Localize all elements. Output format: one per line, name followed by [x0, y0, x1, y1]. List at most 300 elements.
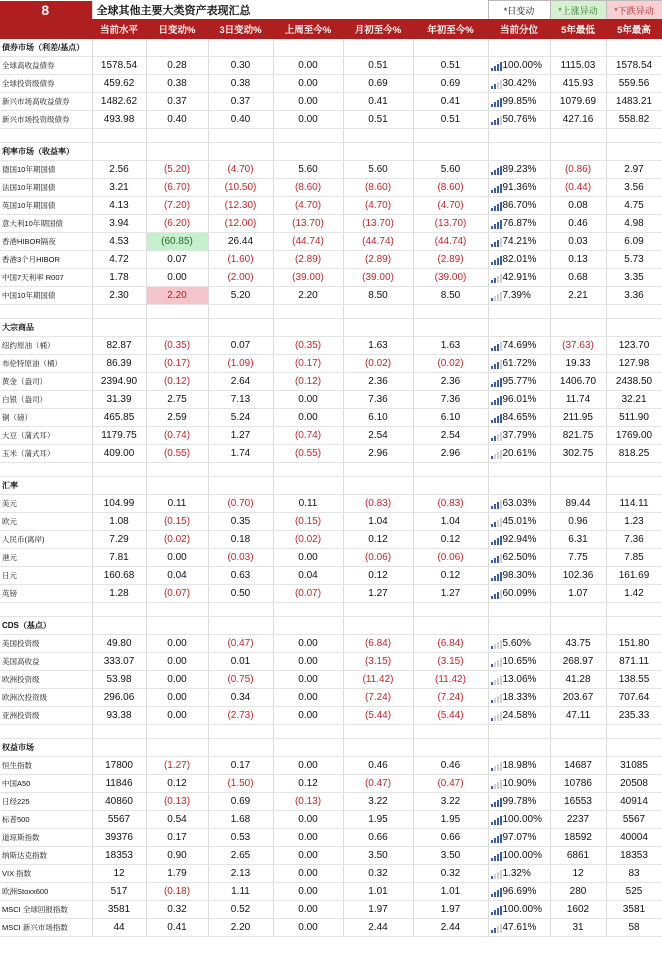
value-cell — [488, 75, 550, 93]
value-cell: 151.80 — [606, 635, 662, 653]
value-cell: 127.98 — [606, 355, 662, 373]
value-cell: 0.41 — [343, 93, 413, 111]
value-cell: 1483.21 — [606, 93, 662, 111]
empty-cell — [273, 305, 343, 319]
value-cell: 6.31 — [550, 531, 606, 549]
empty-cell — [146, 603, 208, 617]
value-cell: (0.12) — [273, 373, 343, 391]
value-cell: 5.60 — [343, 161, 413, 179]
value-cell: 0.00 — [146, 549, 208, 567]
value-cell: 41.28 — [550, 671, 606, 689]
value-cell: 83 — [606, 865, 662, 883]
percentile-value: 89.23% — [502, 164, 537, 175]
value-cell: 40860 — [92, 793, 146, 811]
value-cell: 2.20 — [146, 287, 208, 305]
table-row — [0, 567, 662, 585]
row-label: 亚洲投资级 — [0, 707, 92, 725]
value-cell: 0.46 — [413, 757, 488, 775]
value-cell: 2.20 — [273, 287, 343, 305]
value-cell: 49.80 — [92, 635, 146, 653]
value-cell: 16553 — [550, 793, 606, 811]
column-header: 5年最高 — [606, 20, 662, 39]
empty-cell — [343, 39, 413, 57]
signal-bars-icon — [491, 676, 502, 685]
signal-bars-icon — [491, 220, 502, 229]
signal-bars-icon — [491, 888, 502, 897]
percentile-value: 24.58% — [502, 710, 537, 721]
value-cell: 235.33 — [606, 707, 662, 725]
value-cell: 12 — [92, 865, 146, 883]
table-row — [0, 111, 662, 129]
table-row — [0, 445, 662, 463]
value-cell: 0.00 — [273, 57, 343, 75]
percentile-value: 100.00% — [502, 814, 542, 825]
percentile-value: 30.42% — [502, 78, 537, 89]
value-cell — [488, 671, 550, 689]
row-label: 欧洲次投资级 — [0, 689, 92, 707]
section-gap — [0, 129, 662, 143]
value-cell — [488, 847, 550, 865]
value-cell: (4.70) — [413, 197, 488, 215]
value-cell: 0.07 — [208, 337, 273, 355]
value-cell: 1.79 — [146, 865, 208, 883]
value-cell: 1406.70 — [550, 373, 606, 391]
value-cell: 493.98 — [92, 111, 146, 129]
value-cell: 2.21 — [550, 287, 606, 305]
empty-cell — [413, 39, 488, 57]
percentile-value: 98.30% — [502, 570, 537, 581]
table-row — [0, 57, 662, 75]
empty-cell — [208, 143, 273, 161]
value-cell: 0.69 — [413, 75, 488, 93]
empty-cell — [146, 305, 208, 319]
empty-cell — [488, 725, 550, 739]
table-row — [0, 495, 662, 513]
value-cell: (0.74) — [146, 427, 208, 445]
value-cell: (1.09) — [208, 355, 273, 373]
value-cell: 6.10 — [413, 409, 488, 427]
value-cell — [488, 111, 550, 129]
value-cell: 3.50 — [413, 847, 488, 865]
value-cell: 93.38 — [92, 707, 146, 725]
empty-cell — [343, 319, 413, 337]
value-cell: 0.51 — [413, 111, 488, 129]
row-label: 大豆（蒲式耳） — [0, 427, 92, 445]
value-cell: 0.69 — [343, 75, 413, 93]
signal-bars-icon — [491, 924, 502, 933]
value-cell: (12.00) — [208, 215, 273, 233]
value-cell: 4.72 — [92, 251, 146, 269]
value-cell: 40004 — [606, 829, 662, 847]
empty-cell — [146, 463, 208, 477]
value-cell: 302.75 — [550, 445, 606, 463]
value-cell: 0.03 — [550, 233, 606, 251]
value-cell: (5.44) — [413, 707, 488, 725]
percentile-value: 74.69% — [502, 340, 537, 351]
signal-bars-icon — [491, 816, 502, 825]
value-cell: 1115.03 — [550, 57, 606, 75]
signal-bars-icon — [491, 694, 502, 703]
value-cell: 1.04 — [343, 513, 413, 531]
value-cell — [488, 585, 550, 603]
value-cell: 1.42 — [606, 585, 662, 603]
value-cell: 0.00 — [273, 865, 343, 883]
empty-cell — [208, 617, 273, 635]
value-cell: 0.51 — [343, 57, 413, 75]
table-row — [0, 391, 662, 409]
title-row — [0, 1, 662, 20]
empty-cell — [413, 617, 488, 635]
value-cell: 32.21 — [606, 391, 662, 409]
empty-cell — [413, 129, 488, 143]
value-cell: (7.20) — [146, 197, 208, 215]
section-header-row — [0, 739, 662, 757]
value-cell: (4.70) — [208, 161, 273, 179]
value-cell — [488, 495, 550, 513]
value-cell: 0.00 — [146, 689, 208, 707]
value-cell: 0.00 — [273, 653, 343, 671]
row-label: VIX 指数 — [0, 865, 92, 883]
empty-cell — [208, 319, 273, 337]
value-cell: 0.90 — [146, 847, 208, 865]
signal-bars-icon — [491, 658, 502, 667]
row-label: 香港3个月HIBOR — [0, 251, 92, 269]
table-row — [0, 549, 662, 567]
empty-cell — [273, 603, 343, 617]
table-row — [0, 865, 662, 883]
row-label: 意大利10年期国债 — [0, 215, 92, 233]
section-title: 利率市场（收益率） — [0, 143, 92, 161]
value-cell: 268.97 — [550, 653, 606, 671]
value-cell: 0.46 — [343, 757, 413, 775]
empty-cell — [92, 603, 146, 617]
value-cell: 4.53 — [92, 233, 146, 251]
value-cell: 5567 — [606, 811, 662, 829]
value-cell: 821.75 — [550, 427, 606, 445]
percentile-value: 92.94% — [502, 534, 537, 545]
legend-down: *下跌异动 — [606, 1, 662, 20]
value-cell — [488, 793, 550, 811]
empty-cell — [488, 739, 550, 757]
empty-cell — [413, 143, 488, 161]
empty-cell — [208, 725, 273, 739]
row-label: 德国10年期国债 — [0, 161, 92, 179]
value-cell: 203.67 — [550, 689, 606, 707]
value-cell: 3.50 — [343, 847, 413, 865]
column-header-row — [0, 20, 662, 39]
percentile-value: 82.01% — [502, 254, 537, 265]
empty-cell — [550, 463, 606, 477]
value-cell — [488, 531, 550, 549]
value-cell: 0.37 — [208, 93, 273, 111]
row-label: 欧元 — [0, 513, 92, 531]
value-cell: 1.04 — [413, 513, 488, 531]
percentile-value: 47.61% — [502, 922, 537, 933]
value-cell — [488, 883, 550, 901]
empty-cell — [413, 463, 488, 477]
value-cell: 0.54 — [146, 811, 208, 829]
signal-bars-icon — [491, 238, 502, 247]
value-cell: (7.24) — [343, 689, 413, 707]
value-cell: 0.00 — [146, 671, 208, 689]
table-row — [0, 689, 662, 707]
value-cell: (0.13) — [146, 793, 208, 811]
section-title: 债券市场（利差/基点） — [0, 39, 92, 57]
empty-cell — [208, 603, 273, 617]
value-cell — [488, 865, 550, 883]
value-cell — [488, 93, 550, 111]
value-cell: (2.00) — [208, 269, 273, 287]
empty-cell — [208, 463, 273, 477]
signal-bars-icon — [491, 98, 502, 107]
table-row — [0, 251, 662, 269]
empty-cell — [208, 39, 273, 57]
row-label: 欧洲投资级 — [0, 671, 92, 689]
value-cell: (44.74) — [413, 233, 488, 251]
value-cell: 0.00 — [273, 75, 343, 93]
value-cell: 7.85 — [606, 549, 662, 567]
value-cell: 43.75 — [550, 635, 606, 653]
percentile-value: 50.76% — [502, 114, 537, 125]
column-header: 当前水平 — [92, 20, 146, 39]
value-cell: (0.83) — [343, 495, 413, 513]
value-cell: 0.08 — [550, 197, 606, 215]
empty-cell — [0, 129, 92, 143]
value-cell: (0.03) — [208, 549, 273, 567]
value-cell — [488, 549, 550, 567]
signal-bars-icon — [491, 166, 502, 175]
empty-cell — [92, 143, 146, 161]
value-cell: 44 — [92, 919, 146, 937]
section-title: 权益市场 — [0, 739, 92, 757]
value-cell: 10786 — [550, 775, 606, 793]
value-cell: 7.36 — [343, 391, 413, 409]
empty-cell — [413, 477, 488, 495]
value-cell: 0.00 — [273, 847, 343, 865]
value-cell: 707.64 — [606, 689, 662, 707]
value-cell: (0.35) — [273, 337, 343, 355]
percentile-value: 100.00% — [502, 850, 542, 861]
empty-cell — [550, 129, 606, 143]
value-cell: 7.36 — [606, 531, 662, 549]
value-cell: 3.36 — [606, 287, 662, 305]
column-header: 3日变动% — [208, 20, 273, 39]
empty-cell — [343, 129, 413, 143]
percentile-value: 84.65% — [502, 412, 537, 423]
value-cell: 5.60 — [273, 161, 343, 179]
empty-cell — [413, 305, 488, 319]
empty-cell — [92, 129, 146, 143]
value-cell: 818.25 — [606, 445, 662, 463]
empty-cell — [606, 603, 662, 617]
row-label: 新兴市场投资级债券 — [0, 111, 92, 129]
value-cell: 11.74 — [550, 391, 606, 409]
value-cell — [488, 251, 550, 269]
value-cell: 26.44 — [208, 233, 273, 251]
table-row — [0, 75, 662, 93]
percentile-value: 13.06% — [502, 674, 537, 685]
signal-bars-icon — [491, 590, 502, 599]
percentile-value: 62.50% — [502, 552, 537, 563]
percentile-value: 76.87% — [502, 218, 537, 229]
value-cell: 138.55 — [606, 671, 662, 689]
value-cell: 0.11 — [273, 495, 343, 513]
empty-cell — [343, 603, 413, 617]
column-header: 年初至今% — [413, 20, 488, 39]
row-label: 人民币(离岸) — [0, 531, 92, 549]
value-cell: 0.41 — [413, 93, 488, 111]
value-cell: 17800 — [92, 757, 146, 775]
value-cell — [488, 757, 550, 775]
value-cell: 1602 — [550, 901, 606, 919]
row-label: 标普500 — [0, 811, 92, 829]
value-cell: 3.22 — [343, 793, 413, 811]
value-cell: (0.47) — [343, 775, 413, 793]
empty-cell — [606, 143, 662, 161]
value-cell: (1.50) — [208, 775, 273, 793]
value-cell: 2.44 — [343, 919, 413, 937]
value-cell — [488, 409, 550, 427]
value-cell: (0.47) — [413, 775, 488, 793]
signal-bars-icon — [491, 80, 502, 89]
empty-cell — [550, 319, 606, 337]
percentile-value: 61.72% — [502, 358, 537, 369]
empty-cell — [488, 129, 550, 143]
percentile-value: 96.69% — [502, 886, 537, 897]
value-cell: 2.44 — [413, 919, 488, 937]
value-cell: (12.30) — [208, 197, 273, 215]
value-cell: 114.11 — [606, 495, 662, 513]
empty-cell — [273, 739, 343, 757]
empty-cell — [606, 319, 662, 337]
value-cell — [488, 445, 550, 463]
percentile-value: 10.65% — [502, 656, 537, 667]
section-title: CDS（基点） — [0, 617, 92, 635]
value-cell: 0.12 — [273, 775, 343, 793]
value-cell: 14687 — [550, 757, 606, 775]
value-cell: 86.39 — [92, 355, 146, 373]
value-cell: 0.38 — [208, 75, 273, 93]
value-cell: (39.00) — [273, 269, 343, 287]
value-cell: (1.27) — [146, 757, 208, 775]
value-cell: 0.35 — [208, 513, 273, 531]
value-cell: 1.08 — [92, 513, 146, 531]
signal-bars-icon — [491, 870, 502, 879]
empty-cell — [606, 739, 662, 757]
row-label: 白银（盎司） — [0, 391, 92, 409]
empty-cell — [550, 725, 606, 739]
value-cell — [488, 513, 550, 531]
value-cell: 1.27 — [343, 585, 413, 603]
value-cell: 427.16 — [550, 111, 606, 129]
value-cell: 3581 — [92, 901, 146, 919]
value-cell — [488, 653, 550, 671]
row-label: 美元 — [0, 495, 92, 513]
value-cell: 2.36 — [413, 373, 488, 391]
empty-cell — [606, 305, 662, 319]
empty-cell — [208, 739, 273, 757]
value-cell: 0.12 — [343, 531, 413, 549]
signal-bars-icon — [491, 432, 502, 441]
column-header: 5年最低 — [550, 20, 606, 39]
value-cell: (2.89) — [343, 251, 413, 269]
empty-cell — [606, 617, 662, 635]
percentile-value: 5.60% — [502, 638, 531, 649]
value-cell: (0.13) — [273, 793, 343, 811]
value-cell: 1079.69 — [550, 93, 606, 111]
value-cell: 7.36 — [413, 391, 488, 409]
empty-cell — [343, 477, 413, 495]
percentile-value: 100.00% — [502, 60, 542, 71]
value-cell: 0.53 — [208, 829, 273, 847]
value-cell: 1.63 — [343, 337, 413, 355]
value-cell: 2.20 — [208, 919, 273, 937]
value-cell: 102.36 — [550, 567, 606, 585]
value-cell: 7.81 — [92, 549, 146, 567]
empty-cell — [343, 305, 413, 319]
percentile-value: 99.78% — [502, 796, 537, 807]
empty-cell — [550, 617, 606, 635]
value-cell — [488, 707, 550, 725]
row-label: 全球投资级债券 — [0, 75, 92, 93]
empty-cell — [146, 617, 208, 635]
value-cell: (0.35) — [146, 337, 208, 355]
row-label: 英镑 — [0, 585, 92, 603]
table-row — [0, 269, 662, 287]
empty-cell — [488, 617, 550, 635]
value-cell — [488, 355, 550, 373]
table-row — [0, 513, 662, 531]
value-cell: 20508 — [606, 775, 662, 793]
empty-cell — [92, 617, 146, 635]
table-row — [0, 287, 662, 305]
value-cell: (0.06) — [343, 549, 413, 567]
value-cell: (11.42) — [343, 671, 413, 689]
signal-bars-icon — [491, 780, 502, 789]
value-cell: (0.15) — [146, 513, 208, 531]
value-cell: 0.40 — [208, 111, 273, 129]
empty-cell — [0, 603, 92, 617]
value-cell — [488, 775, 550, 793]
percentile-value: 37.79% — [502, 430, 537, 441]
column-header-blank — [0, 20, 92, 39]
value-cell: (0.17) — [146, 355, 208, 373]
value-cell: 0.12 — [413, 567, 488, 585]
value-cell: 0.37 — [146, 93, 208, 111]
empty-cell — [550, 739, 606, 757]
value-cell: 0.00 — [273, 811, 343, 829]
value-cell: (0.02) — [273, 531, 343, 549]
value-cell: 0.52 — [208, 901, 273, 919]
section-header-row — [0, 143, 662, 161]
value-cell: 31085 — [606, 757, 662, 775]
value-cell: 0.50 — [208, 585, 273, 603]
value-cell: 0.30 — [208, 57, 273, 75]
value-cell: 0.13 — [550, 251, 606, 269]
empty-cell — [343, 617, 413, 635]
section-gap — [0, 603, 662, 617]
percentile-value: 45.01% — [502, 516, 537, 527]
value-cell: 1.95 — [343, 811, 413, 829]
value-cell — [488, 215, 550, 233]
percentile-value: 20.61% — [502, 448, 537, 459]
empty-cell — [146, 129, 208, 143]
table-row — [0, 179, 662, 197]
row-label: 美国投资级 — [0, 635, 92, 653]
table-row — [0, 409, 662, 427]
signal-bars-icon — [491, 712, 502, 721]
value-cell: 465.85 — [92, 409, 146, 427]
